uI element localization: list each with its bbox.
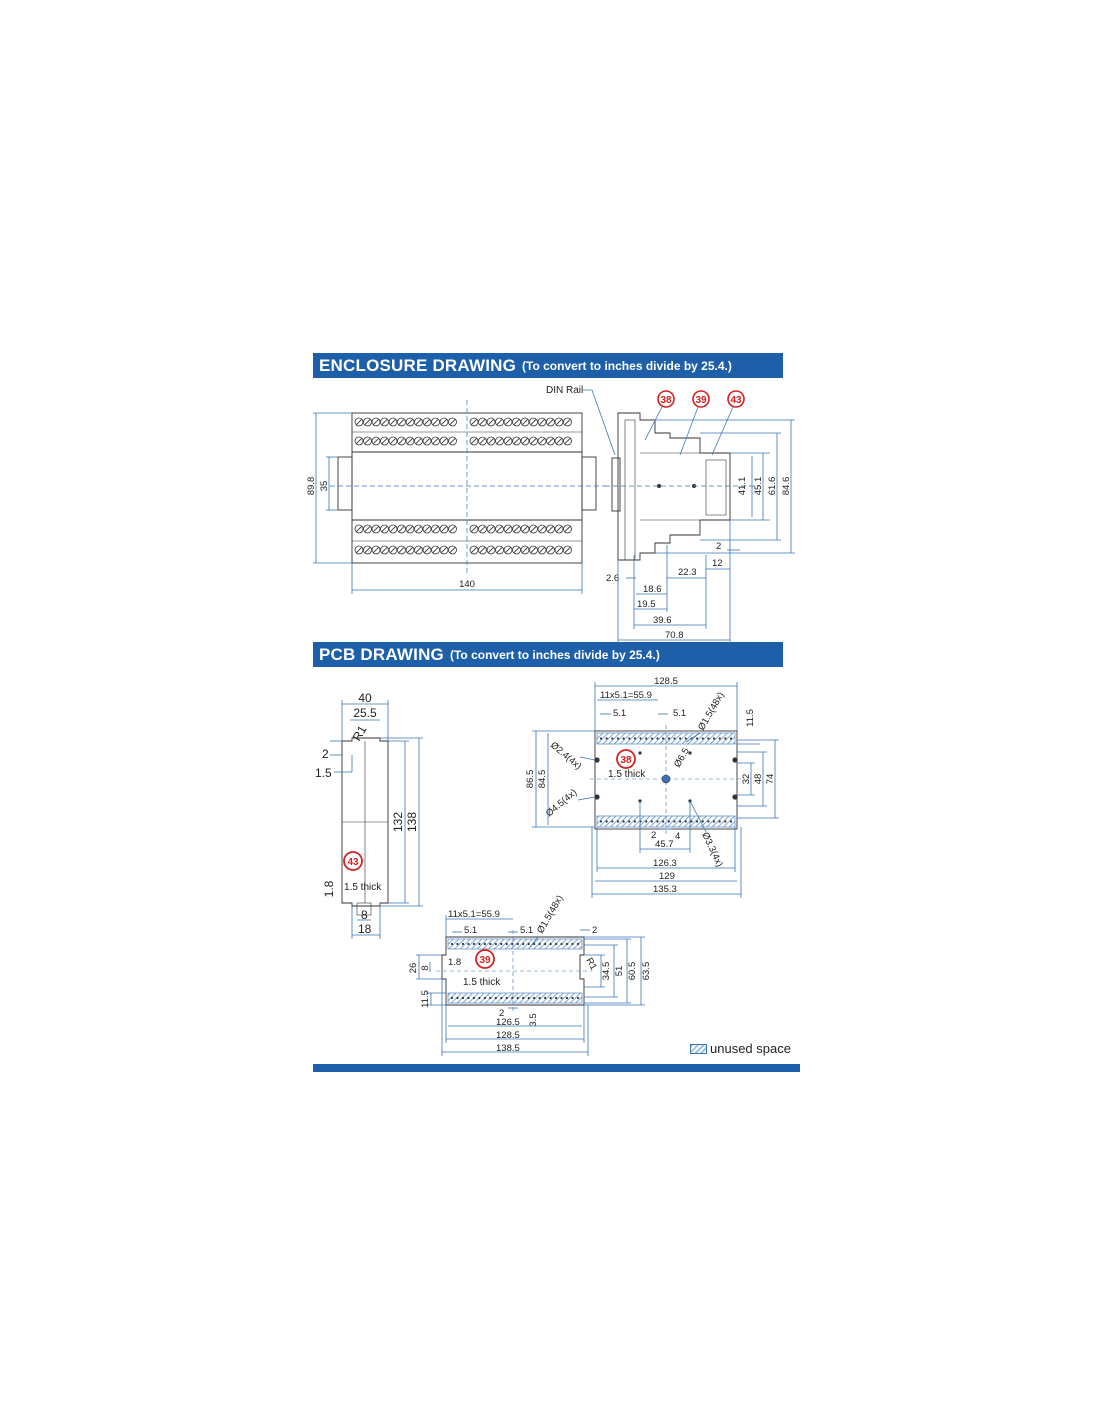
header-pin (685, 737, 687, 739)
header-pin (571, 997, 573, 999)
dim-12-side: 12 (712, 558, 723, 569)
footer-bar (313, 1064, 800, 1072)
terminal-screw-icon (504, 437, 512, 445)
terminal-screw-icon (449, 525, 457, 533)
header-pin (544, 997, 546, 999)
dim-45-1: 45.1 (753, 476, 764, 496)
pcb39-dim-5-1b: 5.1 (520, 925, 534, 936)
pcb39-thickness-label: 1.5 thick (463, 977, 501, 988)
header-pin (673, 820, 675, 822)
header-pin (495, 997, 497, 999)
terminal-screw-icon (372, 418, 380, 426)
header-pin (713, 820, 715, 822)
pcb39-dim-2-bottom: 2 (499, 1008, 505, 1019)
header-pin (560, 943, 562, 945)
header-pin (707, 737, 709, 739)
terminal-screw-icon (547, 437, 555, 445)
terminal-screw-icon (432, 525, 440, 533)
legend-unused-space (690, 1041, 791, 1056)
header-pin (606, 820, 608, 822)
terminal-screw-icon (521, 418, 529, 426)
terminal-screw-icon (364, 418, 372, 426)
hatch-swatch-icon (690, 1044, 707, 1054)
header-pin (451, 943, 453, 945)
terminal-screw-icon (470, 437, 478, 445)
pcb39-dim-8: 8 (420, 965, 431, 971)
pcb43-dim-25-5: 25.5 (353, 706, 377, 720)
terminal-screw-icon (440, 525, 448, 533)
pcb38-dim-2: 2 (651, 830, 657, 841)
terminal-screw-icon (513, 437, 521, 445)
header-pin (724, 820, 726, 822)
pcb38-dim-11-5: 11.5 (745, 709, 756, 727)
terminal-screw-icon (406, 525, 414, 533)
header-pin (528, 943, 530, 945)
terminal-screw-icon (372, 546, 380, 554)
terminal-screw-icon (547, 546, 555, 554)
terminal-screw-icon (564, 418, 572, 426)
header-pin (679, 737, 681, 739)
header-pin (506, 997, 508, 999)
pcb-38-drawing (525, 676, 779, 898)
terminal-screw-icon (513, 546, 521, 554)
header-pin (539, 943, 541, 945)
enclosure-side-view (546, 385, 795, 644)
header-pin (719, 737, 721, 739)
header-pin (668, 737, 670, 739)
terminal-screw-icon (432, 418, 440, 426)
terminal-screw-icon (487, 525, 495, 533)
badge-39-pcb (476, 950, 494, 968)
svg-text:38: 38 (620, 755, 632, 766)
header-pin (473, 997, 475, 999)
terminal-screw-icon (406, 546, 414, 554)
terminal-screw-icon (364, 437, 372, 445)
pcb39-pitch: 11x5.1=55.9 (448, 909, 500, 920)
header-pin (550, 997, 552, 999)
header-pin (730, 820, 732, 822)
pcb43-dim-40: 40 (358, 691, 372, 705)
pcb38-dim-5-1b: 5.1 (673, 708, 687, 719)
terminal-screw-icon (479, 437, 487, 445)
header-pin (696, 737, 698, 739)
terminal-screw-icon (364, 546, 372, 554)
pcb43-dim-1-5: 1.5 (315, 766, 332, 780)
dim-84-6: 84.6 (781, 476, 792, 496)
svg-text:43: 43 (347, 857, 359, 868)
header-pin (456, 997, 458, 999)
header-pin (577, 943, 579, 945)
pcb-39-drawing (408, 893, 652, 1056)
header-pin (713, 737, 715, 739)
terminal-screw-icon (449, 418, 457, 426)
header-pin (489, 997, 491, 999)
terminal-screw-icon (530, 546, 538, 554)
header-pin (533, 997, 535, 999)
header-pin (571, 943, 573, 945)
terminal-screw-icon (449, 546, 457, 554)
header-pin (673, 737, 675, 739)
terminal-screw-icon (496, 546, 504, 554)
pcb38-hole-2-4: Ø2.4(4x) (548, 739, 584, 773)
header-pin (662, 737, 664, 739)
terminal-screw-icon (423, 418, 431, 426)
header-pin (634, 820, 636, 822)
terminal-screw-icon (470, 525, 478, 533)
header-pin (707, 820, 709, 822)
pcb43-dim-1-8: 1.8 (322, 880, 336, 898)
header-pin (522, 997, 524, 999)
pcb39-dim-126-5: 126.5 (496, 1017, 520, 1028)
terminal-screw-icon (487, 546, 495, 554)
dim-2-side: 2 (716, 541, 722, 552)
terminal-screw-icon (555, 437, 563, 445)
header-pin (500, 943, 502, 945)
terminal-screw-icon (530, 525, 538, 533)
header-pin (451, 997, 453, 999)
pcb38-dim-86-5: 86.5 (525, 769, 536, 789)
dim-89-8: 89.8 (306, 476, 317, 496)
pcb38-pitch: 11x5.1=55.9 (600, 690, 652, 701)
header-pin (555, 997, 557, 999)
header-pin (702, 737, 704, 739)
terminal-screw-icon (555, 546, 563, 554)
dim-18-6: 18.6 (643, 584, 662, 595)
pcb38-dim-126-3: 126.3 (653, 858, 677, 869)
header-pin (473, 943, 475, 945)
header-pin (606, 737, 608, 739)
header-pin (560, 997, 562, 999)
dim-140: 140 (459, 579, 475, 590)
pcb38-hole-6-5: Ø6.5 (672, 746, 692, 770)
terminal-screw-icon (415, 418, 423, 426)
terminal-screw-icon (364, 525, 372, 533)
terminal-screw-icon (513, 525, 521, 533)
header-pin (484, 943, 486, 945)
dim-61-6: 61.6 (767, 476, 778, 496)
header-pin (656, 820, 658, 822)
svg-text:43: 43 (730, 395, 742, 406)
dim-19-5: 19.5 (637, 599, 656, 610)
terminal-screw-icon (415, 525, 423, 533)
pcb39-dim-5-1a: 5.1 (464, 925, 478, 936)
header-pin (462, 943, 464, 945)
terminal-screw-icon (479, 525, 487, 533)
pcb43-dim-2: 2 (322, 747, 329, 761)
terminal-screw-icon (530, 418, 538, 426)
terminal-screw-icon (355, 546, 363, 554)
terminal-screw-icon (470, 546, 478, 554)
terminal-screw-icon (487, 437, 495, 445)
terminal-screw-icon (513, 418, 521, 426)
header-pin (696, 820, 698, 822)
terminal-screw-icon (504, 525, 512, 533)
terminal-screw-icon (555, 525, 563, 533)
pcb43-dim-18: 18 (358, 922, 372, 936)
terminal-screw-icon (398, 525, 406, 533)
legend-label: unused space (710, 1041, 791, 1056)
pcb39-dim-60-5: 60.5 (627, 961, 638, 981)
header-pin (600, 820, 602, 822)
terminal-screw-icon (355, 437, 363, 445)
terminal-screw-icon (521, 437, 529, 445)
header-pin (617, 820, 619, 822)
badge-43-pcb (344, 852, 362, 870)
enclosure-front-view (306, 400, 610, 594)
terminal-screw-icon (355, 418, 363, 426)
badge-43-enclosure (728, 391, 744, 407)
pcb39-hole-1-5: Ø1.5(48x) (535, 893, 566, 936)
terminal-screw-icon (415, 546, 423, 554)
pcb-43-drawing (315, 691, 423, 939)
header-pin (611, 820, 613, 822)
terminal-screw-icon (538, 525, 546, 533)
header-pin (462, 997, 464, 999)
terminal-screw-icon (449, 437, 457, 445)
terminal-screw-icon (496, 525, 504, 533)
pcb43-dim-138: 138 (405, 811, 419, 833)
header-pin (511, 997, 513, 999)
terminal-screw-icon (555, 418, 563, 426)
header-pin (634, 737, 636, 739)
header-pin (724, 737, 726, 739)
pcb39-radius-r1: R1 (583, 956, 600, 973)
header-pin (495, 943, 497, 945)
terminal-screw-icon (415, 437, 423, 445)
badge-38-enclosure (658, 391, 674, 407)
header-pin (656, 737, 658, 739)
terminal-screw-icon (440, 437, 448, 445)
terminal-screw-icon (564, 437, 572, 445)
pcb38-dim-128-5: 128.5 (654, 676, 678, 687)
header-pin (628, 737, 630, 739)
terminal-screw-icon (530, 437, 538, 445)
pcb39-dim-138-5: 138.5 (496, 1043, 520, 1054)
pcb-drawing-note: (To convert to inches divide by 25.4.) (449, 647, 660, 662)
pcb-drawing-title: PCB DRAWING (319, 644, 444, 664)
enclosure-drawing-title: ENCLOSURE DRAWING (319, 355, 517, 375)
pcb38-dim-74: 74 (765, 773, 776, 785)
enclosure-drawing-note: (To convert to inches divide by 25.4.) (522, 358, 732, 373)
terminal-screw-icon (398, 546, 406, 554)
header-pin (528, 997, 530, 999)
header-pin (478, 943, 480, 945)
terminal-screw-icon (470, 418, 478, 426)
pcb38-dim-84-5: 84.5 (537, 769, 548, 789)
header-pin (651, 737, 653, 739)
terminal-screw-icon (564, 546, 572, 554)
terminal-screw-icon (381, 525, 389, 533)
terminal-screw-icon (521, 525, 529, 533)
dim-70-8: 70.8 (665, 630, 684, 641)
terminal-screw-icon (547, 525, 555, 533)
pcb38-thickness-label: 1.5 thick (608, 769, 646, 780)
terminal-screw-icon (504, 418, 512, 426)
header-pin (685, 820, 687, 822)
pcb39-dim-63-5: 63.5 (641, 961, 652, 981)
pcb39-dim-26: 26 (408, 962, 419, 974)
pcb38-hole-1-5: Ø1.5(48x) (696, 690, 727, 733)
pcb38-dim-5-1a: 5.1 (613, 708, 627, 719)
terminal-screw-icon (547, 418, 555, 426)
dim-35: 35 (319, 480, 330, 492)
pcb38-hole-4-5: Ø4.5(4x) (543, 787, 580, 820)
header-pin (500, 997, 502, 999)
header-pin (522, 943, 524, 945)
terminal-screw-icon (389, 546, 397, 554)
dim-22-3: 22.3 (678, 567, 697, 578)
badge-39-enclosure (693, 391, 709, 407)
pcb39-dim-11-5: 11.5 (420, 990, 431, 1008)
terminal-screw-icon (432, 437, 440, 445)
header-pin (702, 820, 704, 822)
terminal-screw-icon (564, 525, 572, 533)
terminal-screw-icon (521, 546, 529, 554)
header-pin (484, 997, 486, 999)
terminal-screw-icon (423, 546, 431, 554)
svg-text:39: 39 (479, 955, 491, 966)
header-pin (544, 943, 546, 945)
din-rail-label: DIN Rail (546, 385, 584, 396)
header-pin (617, 737, 619, 739)
pcb43-dim-132: 132 (391, 811, 405, 833)
header-pin (506, 943, 508, 945)
terminal-screw-icon (440, 418, 448, 426)
pcb39-dim-3-5: 3.5 (528, 1013, 539, 1027)
terminal-screw-icon (479, 418, 487, 426)
header-pin (467, 997, 469, 999)
terminal-screw-icon (389, 437, 397, 445)
header-pin (566, 943, 568, 945)
header-pin (639, 737, 641, 739)
terminal-screw-icon (355, 525, 363, 533)
badge-38-pcb (617, 750, 635, 768)
terminal-screw-icon (423, 525, 431, 533)
pcb39-dim-51: 51 (614, 965, 625, 977)
header-pin (600, 737, 602, 739)
pcb39-dim-2-top: 2 (592, 925, 598, 936)
pcb39-dim-128-5: 128.5 (496, 1030, 520, 1041)
terminal-screw-icon (423, 437, 431, 445)
header-pin (651, 820, 653, 822)
pcb38-dim-45-7: 45.7 (655, 839, 674, 850)
pcb39-dim-34-5: 34.5 (601, 961, 612, 981)
terminal-screw-icon (496, 418, 504, 426)
terminal-screw-icon (398, 418, 406, 426)
header-pin (539, 997, 541, 999)
header-pin (467, 943, 469, 945)
pcb38-hole-3-3: Ø3.3(4x) (699, 830, 725, 869)
header-pin (690, 820, 692, 822)
pcb38-dim-32: 32 (741, 773, 752, 785)
pcb38-dim-48: 48 (753, 773, 764, 785)
header-pin (668, 820, 670, 822)
header-pin (456, 943, 458, 945)
svg-text:38: 38 (660, 395, 672, 406)
terminal-screw-icon (538, 546, 546, 554)
header-pin (662, 820, 664, 822)
header-pin (628, 820, 630, 822)
header-pin (550, 943, 552, 945)
terminal-screw-icon (432, 546, 440, 554)
terminal-screw-icon (381, 546, 389, 554)
terminal-screw-icon (479, 546, 487, 554)
header-pin (623, 820, 625, 822)
terminal-screw-icon (372, 437, 380, 445)
terminal-screw-icon (389, 418, 397, 426)
terminal-screw-icon (372, 525, 380, 533)
header-pin (517, 943, 519, 945)
header-pin (645, 820, 647, 822)
terminal-screw-icon (381, 437, 389, 445)
header-pin (577, 997, 579, 999)
header-pin (730, 737, 732, 739)
svg-text:39: 39 (695, 395, 707, 406)
dim-39-6: 39.6 (653, 615, 672, 626)
terminal-screw-icon (389, 525, 397, 533)
header-pin (611, 737, 613, 739)
terminal-screw-icon (398, 437, 406, 445)
terminal-screw-icon (487, 418, 495, 426)
pcb43-thickness-label: 1.5 thick (344, 882, 382, 893)
terminal-screw-icon (440, 546, 448, 554)
header-pin (517, 997, 519, 999)
header-pin (566, 997, 568, 999)
header-pin (645, 737, 647, 739)
terminal-screw-icon (406, 437, 414, 445)
terminal-screw-icon (381, 418, 389, 426)
dim-41-1: 41.1 (737, 476, 748, 496)
header-pin (478, 997, 480, 999)
pcb38-dim-135-3: 135.3 (653, 884, 677, 895)
pcb43-radius-r1: R1 (349, 723, 370, 744)
dim-2-6: 2.6 (606, 573, 620, 584)
header-pin (679, 820, 681, 822)
header-pin (489, 943, 491, 945)
terminal-screw-icon (538, 418, 546, 426)
header-pin (555, 943, 557, 945)
header-pin (623, 737, 625, 739)
terminal-screw-icon (406, 418, 414, 426)
header-pin (719, 820, 721, 822)
pcb39-dim-1-8: 1.8 (448, 957, 462, 968)
pcb43-dim-8: 8 (361, 908, 368, 922)
terminal-screw-icon (504, 546, 512, 554)
terminal-screw-icon (496, 437, 504, 445)
pcb38-dim-4: 4 (675, 831, 681, 842)
pcb38-dim-129: 129 (659, 871, 675, 882)
terminal-screw-icon (538, 437, 546, 445)
